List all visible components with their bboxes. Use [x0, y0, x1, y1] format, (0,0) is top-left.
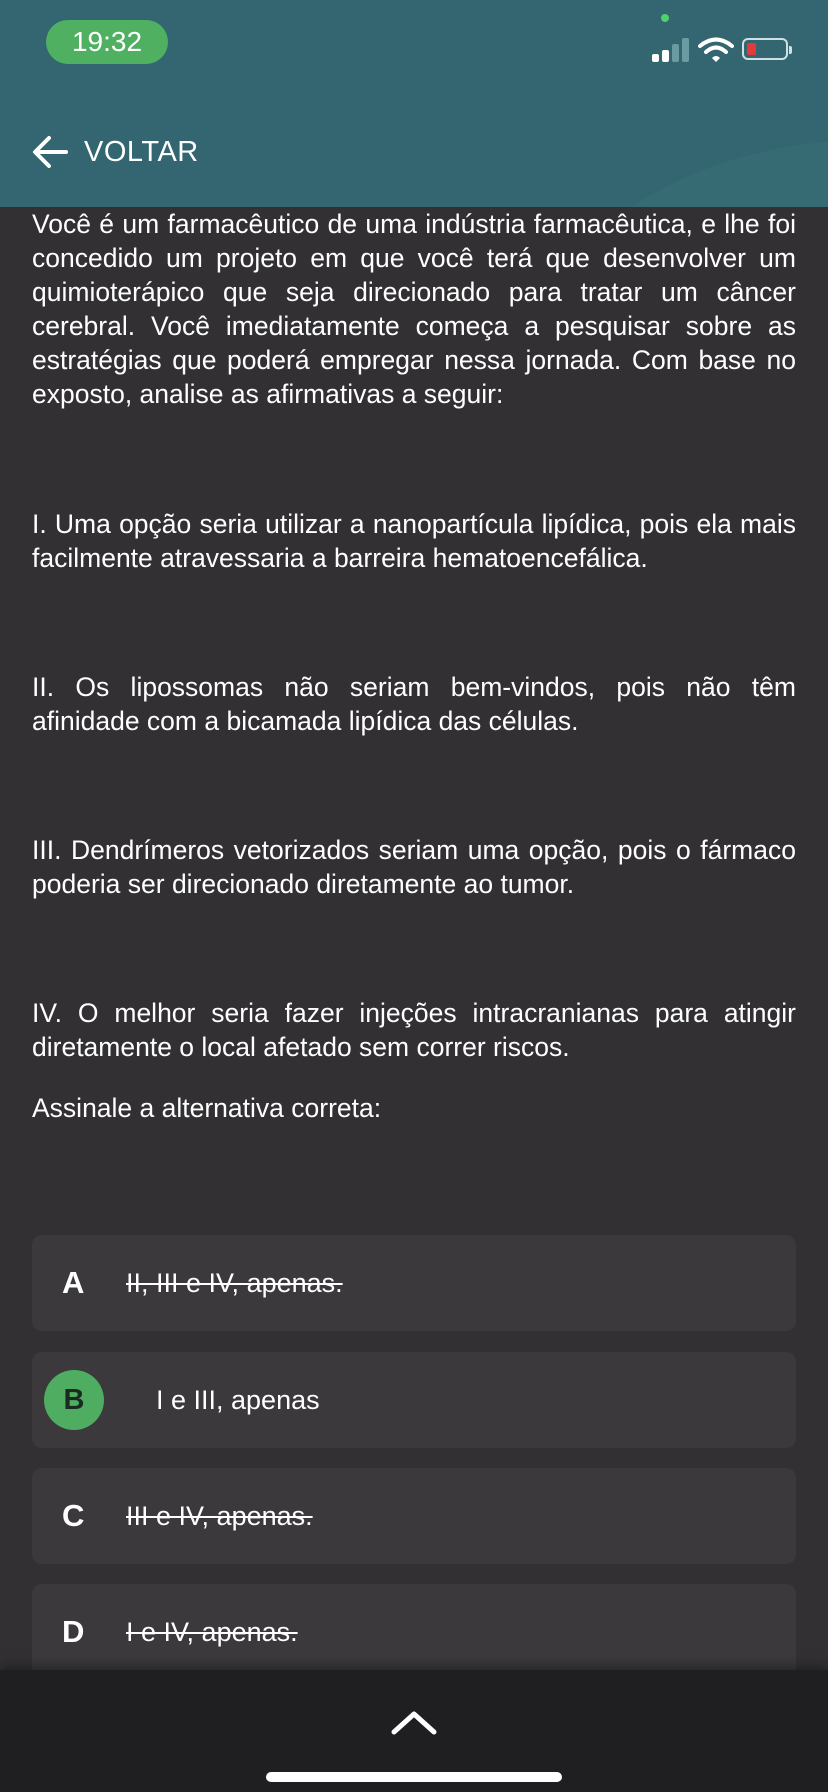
chevron-up-icon[interactable] — [390, 1708, 438, 1736]
option-text: II, III e IV, apenas. — [126, 1267, 343, 1298]
option-b-selected[interactable] — [32, 1352, 796, 1448]
home-indicator — [266, 1772, 562, 1782]
option-letter: C — [62, 1498, 85, 1533]
statement-4: IV. O melhor seria fazer injeções intracranianas para atingir diretamente o local afetado sem correr riscos. — [32, 998, 796, 1062]
option-d[interactable] — [32, 1584, 796, 1680]
option-text: I e III, apenas — [156, 1384, 320, 1415]
statement-3: III. Dendrímeros vetorizados seriam uma opção, pois o fármaco poderia ser direcionado diretamente ao tumor. — [32, 835, 796, 899]
option-letter: A — [62, 1265, 85, 1300]
option-letter: D — [62, 1614, 85, 1649]
question-content — [32, 207, 796, 1123]
battery-level — [747, 43, 756, 55]
privacy-indicator-dot — [661, 14, 669, 22]
question-text: Você é um farmacêutico de uma indústria farmacêutica, e lhe foi concedido um projeto em que você terá que desenvolver um quimioterápico que seja direcionado para tratar um câncer cerebral. Você imediatamente começa a pesquisar sobre as estratégias que poderá empregar nessa jornada. Com base no exposto, analise as afirmativas a seguir: — [32, 209, 796, 409]
cellular-signal-icon — [652, 36, 692, 62]
option-a[interactable] — [32, 1235, 796, 1331]
battery-icon — [742, 38, 788, 60]
header-decoration — [520, 140, 828, 207]
statement-2: II. Os lipossomas não seriam bem-vindos, pois não têm afinidade com a bicamada lipídica das células. — [32, 672, 796, 736]
selected-option-badge: B — [44, 1370, 104, 1430]
wifi-icon — [698, 36, 734, 64]
answer-prompt: Assinale a alternativa correta: — [32, 1093, 382, 1123]
back-button[interactable] — [30, 130, 199, 174]
option-text: I e IV, apenas. — [126, 1616, 298, 1647]
option-c[interactable] — [32, 1468, 796, 1564]
arrow-left-icon — [30, 132, 70, 172]
bottom-bar — [0, 1670, 828, 1792]
back-label: VOLTAR — [84, 135, 199, 168]
header-bar — [0, 0, 828, 207]
statement-1: I. Uma opção seria utilizar a nanopartícula lipídica, pois ela mais facilmente atravessaria a barreira hematoencefálica. — [32, 509, 796, 573]
option-text: III e IV, apenas. — [126, 1500, 313, 1531]
status-time: 19:32 — [46, 20, 168, 64]
